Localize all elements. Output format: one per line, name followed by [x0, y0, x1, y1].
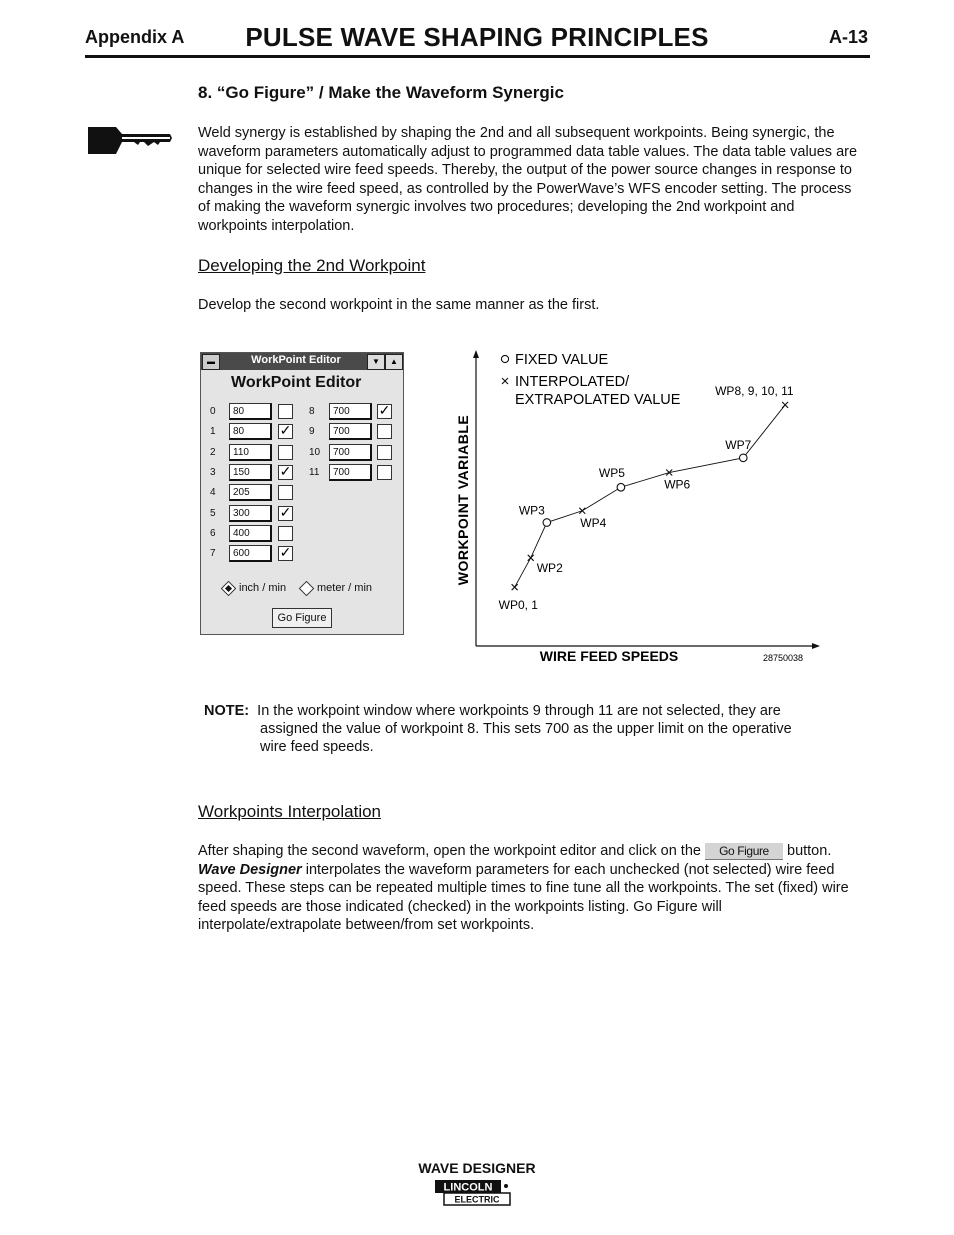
fixed-point-marker [543, 519, 551, 527]
workpoint-value-field[interactable]: 700 [329, 444, 372, 461]
workpoint-value-field[interactable]: 80 [229, 423, 272, 440]
interp-text-a: After shaping the second waveform, open the workpoint editor and click on the [198, 843, 701, 859]
workpoint-value-field[interactable]: 205 [229, 484, 272, 501]
workpoint-checkbox[interactable] [278, 546, 293, 561]
workpoint-index: 0 [210, 406, 216, 417]
radio-meter-min[interactable] [301, 582, 372, 594]
editor-heading: WorkPoint Editor [231, 374, 362, 391]
workpoint-checkbox[interactable] [278, 404, 293, 419]
interpolated-point-marker [579, 508, 585, 514]
chevron-down-icon[interactable]: ▼ [367, 354, 385, 370]
workpoint-value-field[interactable]: 400 [229, 525, 272, 542]
checkmark-icon: ✓ [279, 503, 292, 520]
appendix-label: Appendix A [85, 27, 185, 47]
subhead-workpoints-interpolation: Workpoints Interpolation [198, 802, 382, 821]
develop-paragraph: Develop the second workpoint in the same manner as the first. [198, 297, 600, 313]
interp-text-c: interpolates the waveform parameters for each unchecked (not selected) wire feed speed. These steps can be repeated multiple times to fine tune all the workpoints. The set (fixed) wire feed speeds are those indicated (checked) in the workpoints listing. Go Figure will interpolate/extrapolate between/from set workpoints. [198, 861, 849, 934]
page-number: A-13 [828, 27, 868, 47]
subhead-develop-2nd-workpoint: Developing the 2nd Workpoint [198, 256, 426, 275]
workpoint-value-field[interactable]: 110 [229, 444, 272, 461]
workpoint-index: 6 [210, 527, 216, 539]
workpoint-value-field[interactable]: 700 [329, 403, 372, 420]
fixed-point-marker [617, 483, 625, 491]
note-label: NOTE: [204, 703, 250, 719]
workpoint-index: 11 [309, 466, 320, 478]
radio-inch-label: inch / min [239, 582, 287, 594]
point-label: WP3 [518, 503, 545, 518]
x-axis-label: WIRE FEED SPEEDS [539, 648, 679, 664]
workpoint-index: 9 [309, 426, 315, 438]
checkmark-icon: ✓ [279, 462, 292, 479]
workpoint-value-field[interactable]: 600 [229, 545, 272, 562]
workpoint-checkbox[interactable] [377, 465, 392, 480]
window-menu-icon[interactable]: ▬ [202, 354, 220, 370]
note-text-3: wire feed speeds. [260, 739, 374, 755]
legend-interp-label: EXTRAPOLATED VALUE [515, 392, 681, 408]
point-label: WP6 [664, 477, 691, 492]
workpoint-checkbox[interactable] [377, 445, 392, 460]
note-text-2: assigned the value of workpoint 8. This sets 700 as the upper limit on the operative [260, 721, 792, 737]
workpoint-checkbox[interactable] [278, 503, 293, 521]
workpoint-index: 2 [210, 446, 216, 458]
workpoint-index: 5 [210, 507, 216, 519]
workpoint-checkbox[interactable] [278, 526, 293, 541]
workpoint-checkbox[interactable] [278, 445, 293, 460]
legend-circle-marker [501, 355, 508, 362]
workpoint-index: 8 [309, 406, 315, 417]
checkmark-icon: ✓ [279, 422, 292, 439]
workpoint-checkbox[interactable] [278, 462, 293, 480]
editor-titlebar-text: WorkPoint Editor [251, 354, 341, 366]
radio-unselected-icon [299, 580, 315, 596]
header-rule [85, 55, 870, 58]
workpoint-index: 3 [210, 466, 216, 478]
workpoint-checkbox[interactable] [377, 424, 392, 439]
logo-top-text: LINCOLN [443, 1181, 493, 1194]
workpoint-checkbox[interactable] [278, 485, 293, 500]
point-label: WP8, 9, 10, 11 [715, 383, 794, 398]
editor-titlebar [201, 353, 403, 370]
point-label: WP4 [580, 515, 607, 530]
x-axis-arrow [812, 643, 820, 649]
radio-selected-icon [221, 580, 237, 596]
workpoint-index: 10 [309, 446, 321, 458]
interpolation-paragraph [198, 842, 866, 935]
checkmark-icon: ✓ [279, 544, 292, 561]
intro-paragraph: Weld synergy is established by shaping the 2nd and all subsequent workpoints. Being synergic, the waveform parameters automatically adjust to programmed data table values. The data table values are unique for selected wire feed speeds. Thereby, the output of the power source changes in response to changes in the wire feed speed, as controlled by the PowerWave’s WFS encoder setting. The process of making the waveform synergic involves two procedures; developing the 2nd workpoint and workpoints interpolation. [198, 125, 858, 234]
note-text-1: In the workpoint window where workpoints 9 through 11 are not selected, they are [257, 703, 781, 719]
legend-fixed-label: FIXED VALUE [515, 352, 609, 368]
point-label: WP5 [598, 466, 625, 481]
workpoint-chart [450, 340, 820, 672]
section-title: 8. “Go Figure” / Make the Waveform Synergic [198, 83, 564, 102]
workpoint-index: 7 [210, 548, 216, 560]
interp-text-b: button. [787, 843, 832, 859]
radio-meter-label: meter / min [317, 582, 373, 594]
key-icon [86, 124, 174, 160]
workpoint-editor-window [200, 352, 404, 635]
interpolated-point-marker [512, 584, 518, 590]
fixed-point-marker [739, 454, 747, 462]
workpoint-checkbox[interactable] [377, 404, 392, 419]
y-axis-label: WORKPOINT VARIABLE [455, 414, 471, 586]
checkmark-icon: ✓ [378, 402, 391, 418]
interpolated-point-marker [782, 402, 788, 408]
logo-bottom-text: ELECTRIC [454, 1194, 500, 1205]
legend-interp-label: INTERPOLATED/ [515, 374, 630, 390]
interpolated-point-marker [528, 555, 534, 561]
page-title: PULSE WAVE SHAPING PRINCIPLES [245, 22, 709, 52]
point-label: WP7 [725, 437, 752, 452]
workpoint-value-field[interactable]: 300 [229, 505, 272, 522]
footer-product: WAVE DESIGNER [418, 1160, 536, 1176]
y-axis-arrow [473, 350, 479, 358]
workpoint-value-field[interactable]: 700 [329, 464, 372, 481]
workpoint-index: 4 [210, 487, 216, 499]
point-label: WP0, 1 [498, 598, 538, 613]
point-label: WP2 [536, 560, 563, 575]
workpoint-checkbox[interactable] [278, 424, 293, 439]
figure-id: 28750038 [762, 653, 803, 663]
wave-designer-brand: Wave Designer [198, 861, 302, 878]
workpoint-value-field[interactable]: 700 [329, 423, 372, 440]
legend-cross-marker [502, 378, 508, 384]
workpoint-value-field[interactable]: 150 [229, 464, 272, 481]
radio-inch-min[interactable] [223, 582, 286, 594]
note-block [204, 702, 844, 756]
go-figure-button[interactable]: Go Figure [272, 608, 332, 628]
go-figure-inline-button[interactable]: Go Figure [705, 843, 783, 860]
lincoln-electric-logo [434, 1179, 514, 1207]
workpoint-value-field[interactable]: 80 [229, 403, 272, 420]
chevron-up-icon[interactable]: ▲ [385, 354, 403, 370]
workpoint-index: 1 [210, 426, 216, 438]
